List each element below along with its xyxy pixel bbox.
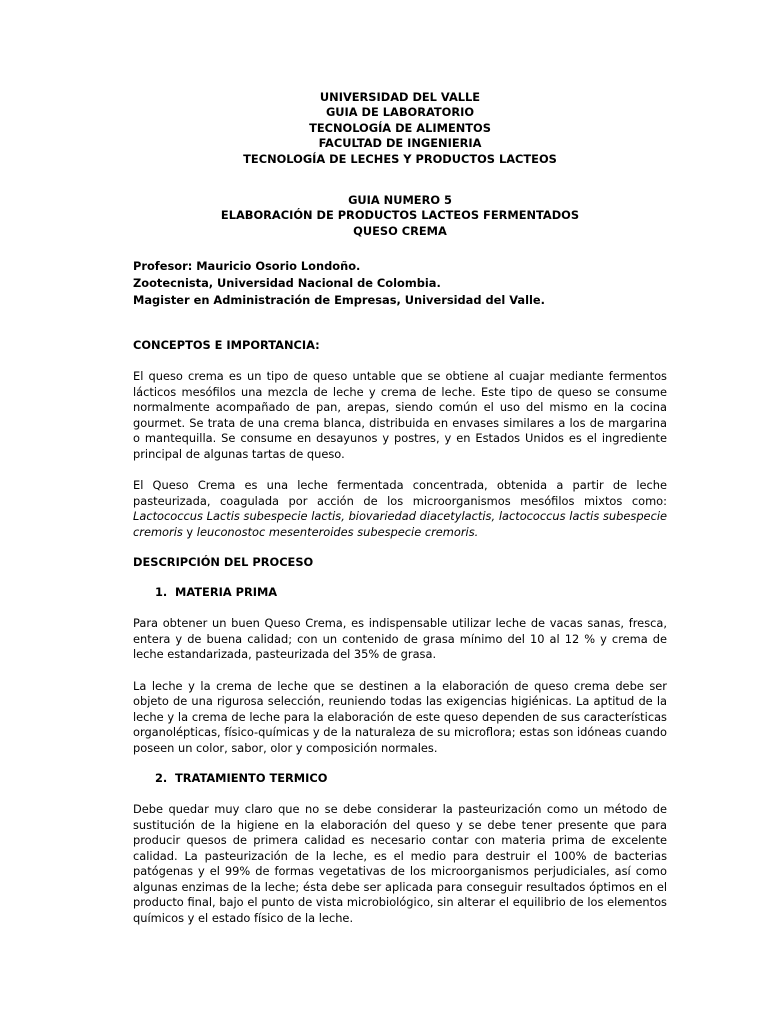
- species-list: Lactococcus Lactis subespecie lactis, biovariedad diacetylactis, lactococcus lactis subespecie cremoris: [133, 509, 667, 539]
- concepts-p2-lead: El Queso Crema es una leche fermentada concentrada, obtenida a partir de leche pasteurizada, coagulada por acción de los microorganismos mesófilos mixtos como:: [133, 478, 667, 508]
- guide-title-block: [133, 193, 667, 239]
- university-name: UNIVERSIDAD DEL VALLE: [319, 90, 481, 104]
- item-1-title: MATERIA PRIMA: [175, 585, 278, 600]
- item-1-heading: [133, 584, 667, 600]
- professor-name: Profesor: Mauricio Osorio Londoño.: [133, 259, 361, 274]
- item-2-paragraph-1: Debe quedar muy claro que no se debe considerar la pasteurización como un método de sustitución de la higiene en la elaboración del queso y se debe tener presente que para producir quesos de primera calidad es necesario contar con materia prima de excelente calidad. La pasteurización de la leche, es el medio para destruir el 100% de bacterias patógenas y el 99% de formas vegetativas de los microorganismos perjudiciales, así como algunas enzimas de la leche; ésta debe ser aplicada para conseguir resultados óptimos en el producto final, bajo el punto de vista microbiológico, sin alterar el equilibrio de los elementos químicos y el estado físico de la leche.: [133, 802, 667, 925]
- institution-header: [133, 90, 667, 167]
- item-1-paragraph-1: Para obtener un buen Queso Crema, es indispensable utilizar leche de vacas sanas, fresca, entera y de buena calidad; con un contenido de grasa mínimo del 10 al 12 % y crema de leche estandarizada, pasteurizada del 35% de grasa.: [133, 616, 667, 662]
- guide-type: GUIA DE LABORATORIO: [325, 105, 475, 120]
- professor-degree: Zootecnista, Universidad Nacional de Colombia.: [133, 276, 441, 291]
- guide-subject: ELABORACIÓN DE PRODUCTOS LACTEOS FERMENTADOS: [220, 208, 580, 223]
- program-name: TECNOLOGÍA DE ALIMENTOS: [309, 120, 491, 135]
- author-block: [133, 258, 667, 309]
- concepts-paragraph-1: El queso crema es un tipo de queso untable que se obtiene al cuajar mediante fermentos lácticos mesófilos una mezcla de leche y crema de leche. Este tipo de queso se consume normalmente acompañado de pan, arepas, siendo común el uso del mismo en la cocina gourmet. Se trata de una crema blanca, distribuida en envases similares a los de margarina o mantequilla. Se consume en desayunos y postres, y en Estados Unidos es el ingrediente principal de algunas tartas de queso.: [133, 369, 667, 461]
- item-2-number: 2.: [155, 771, 168, 786]
- process-heading: DESCRIPCIÓN DEL PROCESO: [133, 555, 314, 570]
- guide-product: QUESO CREMA: [353, 223, 447, 238]
- item-1-number: 1.: [155, 585, 168, 600]
- course-name: TECNOLOGÍA DE LECHES Y PRODUCTOS LACTEOS: [243, 151, 557, 166]
- document-page: [133, 90, 667, 926]
- guide-number: GUIA NUMERO 5: [348, 193, 452, 208]
- concepts-heading: CONCEPTOS E IMPORTANCIA:: [133, 338, 320, 353]
- faculty-name: FACULTAD DE INGENIERIA: [318, 136, 482, 151]
- item-2-title: TRATAMIENTO TERMICO: [175, 771, 328, 786]
- professor-masters: Magister en Administración de Empresas, Universidad del Valle.: [133, 293, 545, 308]
- concepts-p2-mid: y: [182, 524, 197, 539]
- concepts-paragraph-2: [133, 478, 667, 540]
- item-2-heading: [133, 770, 667, 786]
- species-leuconostoc: leuconostoc mesenteroides subespecie cremoris.: [196, 524, 479, 539]
- item-1-paragraph-2: La leche y la crema de leche que se destinen a la elaboración de queso crema debe ser objeto de una rigurosa selección, reuniendo todas las exigencias higiénicas. La aptitud de la leche y la crema de leche para la elaboración de este queso dependen de sus características organolépticas, físico-químicas y de la naturaleza de su microflora; estas son idóneas cuando poseen un color, sabor, olor y composición normales.: [133, 678, 667, 755]
